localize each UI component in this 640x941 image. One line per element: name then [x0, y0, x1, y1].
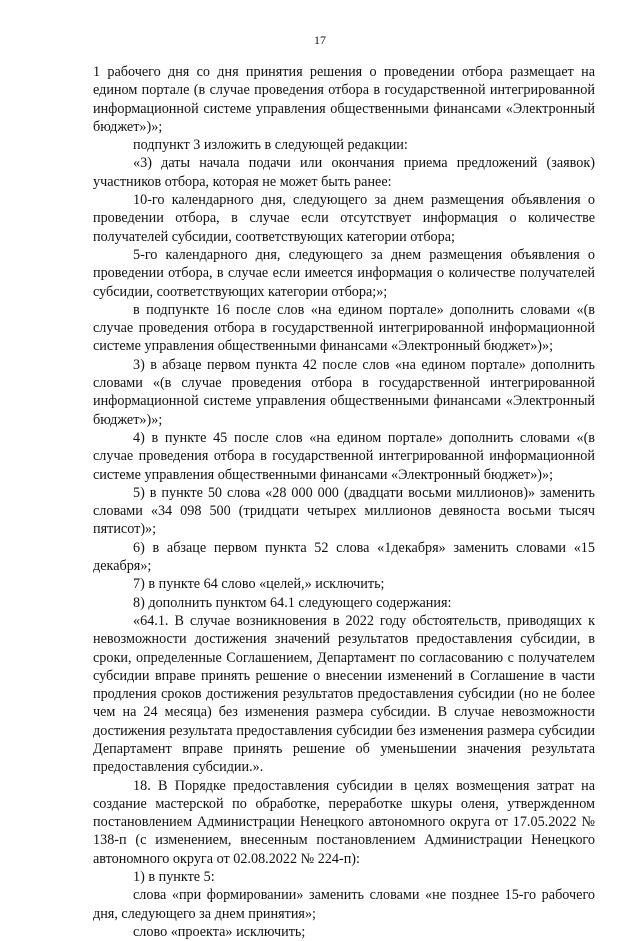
paragraph: 8) дополнить пунктом 64.1 следующего содержания: — [133, 594, 452, 611]
paragraph: 5) в пункте 50 слова «28 000 000 (двадцати восьми миллионов)» заменить словами «34 098 500 (тридцати четырех миллионов девяноста восьми тысяч пятисот)»; — [93, 484, 595, 538]
document-body — [93, 63, 595, 941]
paragraph: 7) в пункте 64 слово «целей,» исключить; — [133, 576, 385, 593]
paragraph: 4) в пункте 45 после слов «на едином портале» дополнить словами «(в случае проведения отбора в государственной интегрированной информационной системе управления общественными финансами «Электронный бюджет»)»; — [93, 429, 595, 483]
paragraph: 18. В Порядке предоставления субсидии в целях возмещения затрат на создание мастерской по обработке, переработке шкуры оленя, утвержденном постановлением Администрации Ненецкого автономного округа от 17.05.2022 № 138-п (с изменением, внесенным постановлением Администрации Ненецкого автономного округа от 02.08.2022 № 224-п): — [93, 777, 595, 867]
paragraph: в подпункте 16 после слов «на едином портале» дополнить словами «(в случае проведения отбора в государственной интегрированной информационной системе управления общественными финансами «Электронный бюджет»)»; — [93, 301, 595, 355]
paragraph: «3) даты начала подачи или окончания приема предложений (заявок) участников отбора, которая не может быть ранее: — [93, 155, 595, 190]
paragraph-continuation: 1 рабочего дня со дня принятия решения о проведении отбора размещает на едином портале (в случае проведения отбора в государственной интегрированной информационной системе управления общественными финансами «Электронный бюджет»)»; — [93, 64, 595, 135]
paragraph: 1) в пункте 5: — [133, 869, 215, 886]
paragraph: «64.1. В случае возникновения в 2022 году обстоятельств, приводящих к невозможности достижения значений результатов предоставления субсидии, в сроки, определенные Соглашением, Департамент по согласованию с получателем субсидии вправе принять решение о внесении изменений в Соглашение в части продления сроков достижения результатов предоставления субсидии (но не более чем на 24 месяца) без изменения размера субсидии. В случае невозможности достижения результата предоставления субсидии без изменения размера субсидии Департамент вправе принять решение об уменьшении значения результата предоставления субсидии.». — [93, 612, 595, 776]
paragraph: 3) в абзаце первом пункта 42 после слов «на едином портале» дополнить словами «(в случае проведения отбора в государственной интегрированной информационной системе управления общественными финансами «Электронный бюджет»)»; — [93, 356, 595, 428]
paragraph: 10-го календарного дня, следующего за днем размещения объявления о проведении отбора, в случае если отсутствует информация о количестве получателей субсидии, соответствующих категории отбора; — [93, 192, 595, 245]
paragraph: 5-го календарного дня, следующего за днем размещения объявления о проведении отбора, в случае если имеется информация о количестве получателей субсидии, соответствующих категории отбора;»; — [93, 246, 595, 300]
paragraph: слова «при формировании» заменить словами «не позднее 15-го рабочего дня, следующего за днем принятия»; — [93, 887, 595, 922]
paragraph: 6) в абзаце первом пункта 52 слова «1декабря» заменить словами «15 декабря»; — [93, 539, 595, 575]
paragraph: слово «проекта» исключить; — [133, 923, 306, 940]
paragraph: подпункт 3 изложить в следующей редакции: — [133, 137, 408, 154]
page-number: 17 — [314, 33, 326, 47]
